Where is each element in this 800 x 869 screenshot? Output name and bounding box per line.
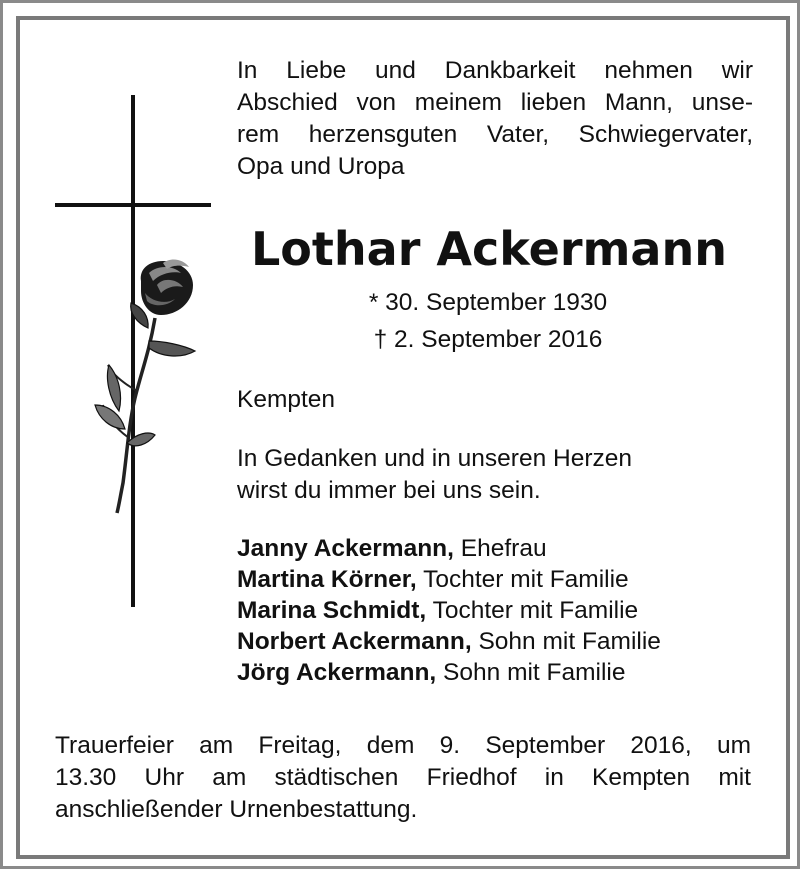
mourner-row <box>237 564 661 595</box>
mourner-name: Norbert Ackermann, <box>237 628 472 655</box>
rose-icon <box>95 260 195 513</box>
life-dates <box>283 284 693 358</box>
intro-line: In Liebe und Dankbarkeit nehmen wir <box>237 57 753 84</box>
intro-line: Opa und Uropa <box>237 153 405 180</box>
mourner-row <box>237 595 661 626</box>
mourner-relation: Tochter mit Familie <box>416 566 629 593</box>
mourner-name: Janny Ackermann, <box>237 535 454 562</box>
quote-line: In Gedanken und in unseren Herzen <box>237 445 632 472</box>
intro-line: rem herzensguten Vater, Schwiegervater, <box>237 121 753 148</box>
mourner-row <box>237 533 661 564</box>
quote-line: wirst du immer bei uns sein. <box>237 477 541 504</box>
intro-text <box>237 55 753 183</box>
deceased-name: Lothar Ackermann <box>251 222 727 276</box>
place-name: Kempten <box>237 386 336 413</box>
death-date: † 2. September 2016 <box>373 326 603 353</box>
ceremony-line: Trauerfeier am Freitag, dem 9. September 2016, um <box>55 732 751 759</box>
ceremony-line: anschließender Urnenbestattung. <box>55 796 418 823</box>
cross-and-rose-illustration <box>53 93 213 613</box>
mourner-relation: Ehefrau <box>453 535 547 562</box>
ceremony-info <box>55 730 751 826</box>
mourner-relation: Sohn mit Familie <box>471 628 661 655</box>
mourners-list <box>237 533 661 688</box>
intro-line: Abschied von meinem lieben Mann, unse- <box>237 89 753 116</box>
ceremony-line: 13.30 Uhr am städtischen Friedhof in Kempten mit <box>55 764 751 791</box>
memorial-quote <box>237 443 632 507</box>
mourner-row <box>237 626 661 657</box>
mourner-name: Martina Körner, <box>237 566 417 593</box>
mourner-relation: Tochter mit Familie <box>426 597 639 624</box>
mourner-relation: Sohn mit Familie <box>436 659 626 686</box>
mourner-name: Jörg Ackermann, <box>237 659 437 686</box>
mourner-name: Marina Schmidt, <box>237 597 427 624</box>
mourner-row <box>237 657 661 688</box>
birth-date: * 30. September 1930 <box>368 289 608 316</box>
